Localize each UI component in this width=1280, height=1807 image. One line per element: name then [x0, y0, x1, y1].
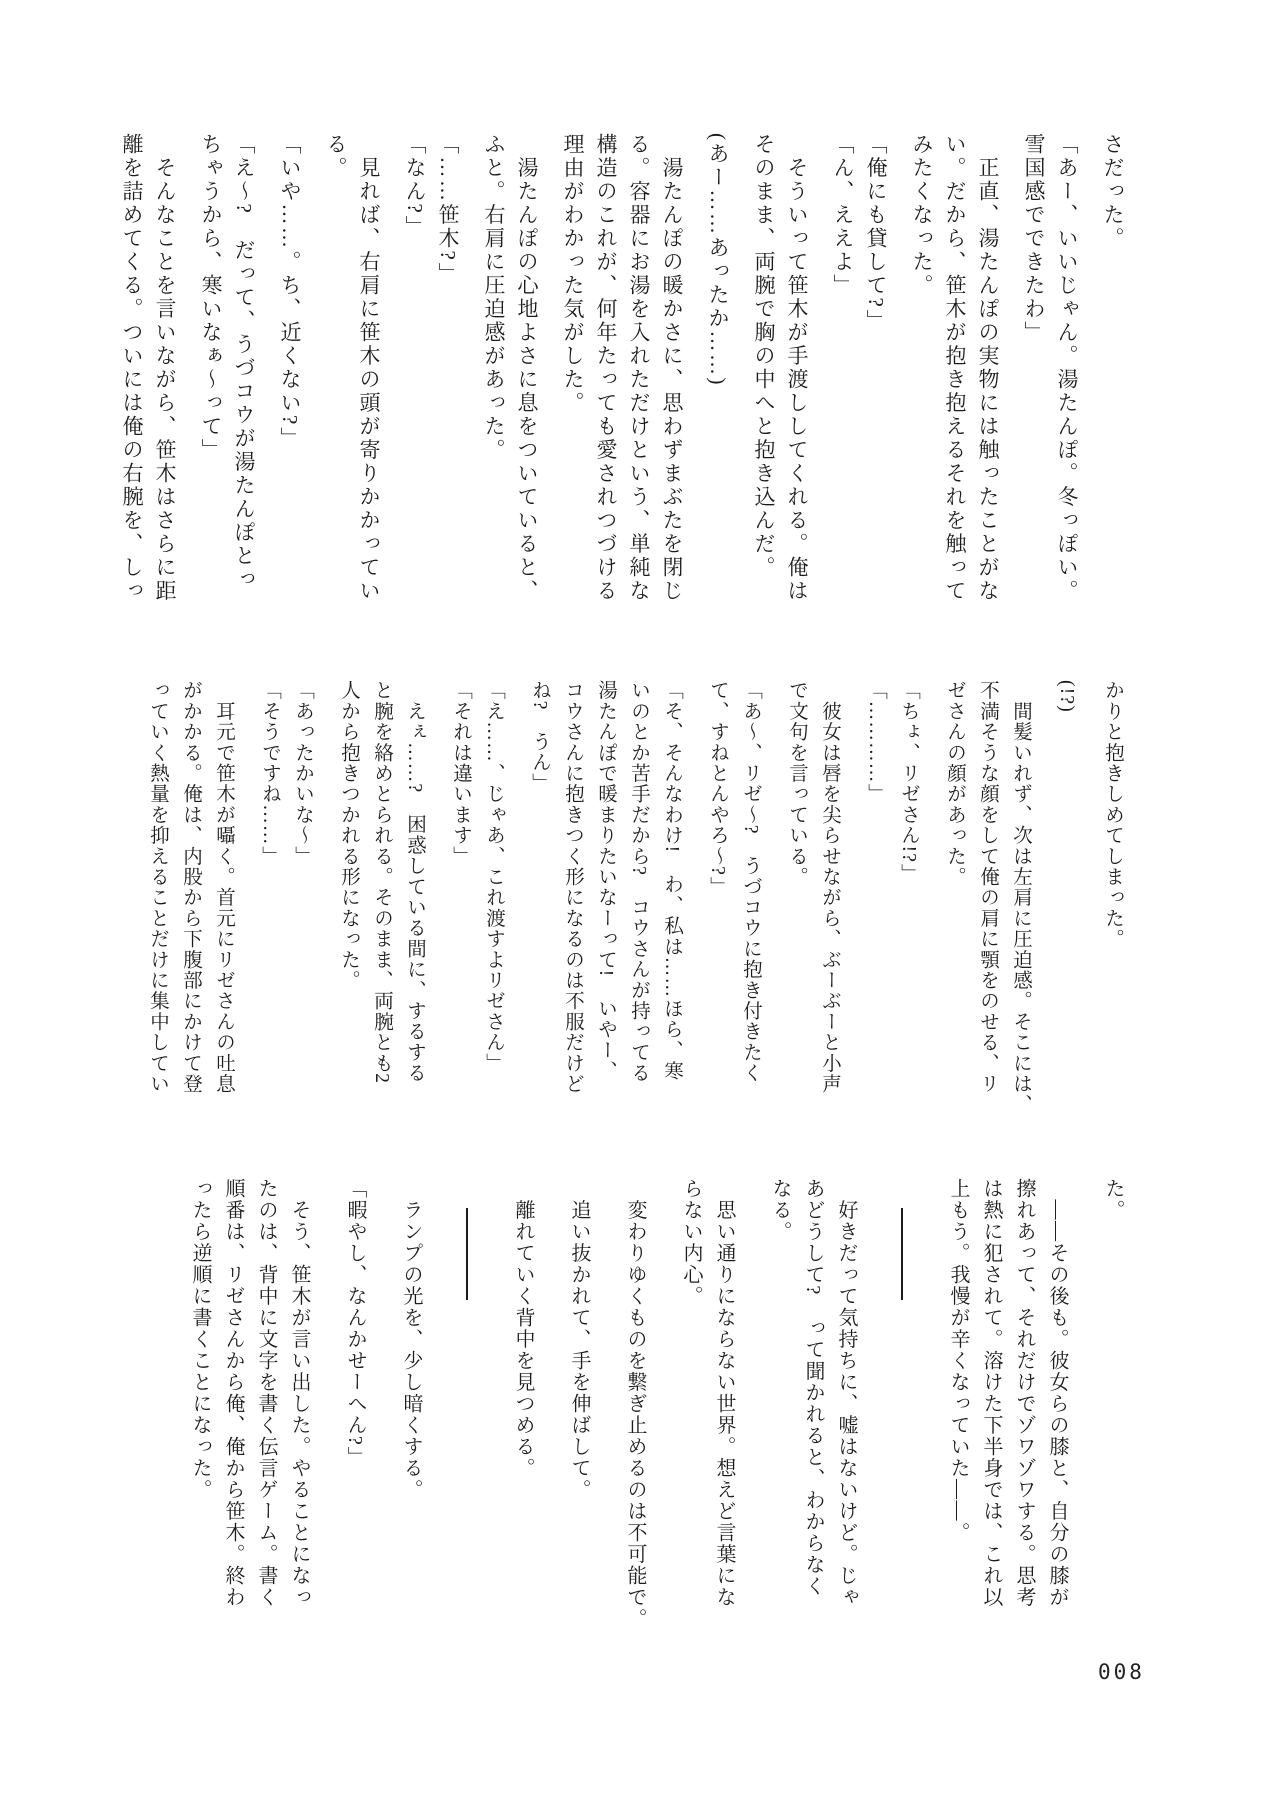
text-column: 離を詰めてくる。ついには俺の右腕を、しっ: [120, 133, 144, 603]
text-column: そんなことを言いながら、笹木はさらに距: [153, 133, 177, 603]
text-column: あどうして? って聞かれると、わからなく: [802, 1178, 824, 1597]
text-column: 思い通りにならない世界。想えど言葉にな: [713, 1178, 735, 1608]
text-column: 上もう。我慢が辛くなっていた――。: [947, 1178, 969, 1544]
text-column: っていく熱量を抑えることだけに集中してい: [147, 680, 168, 1094]
text-band-bottom: [115, 1178, 1129, 1638]
text-column: 「え〜? だって、うづコウが湯たんぽとっ: [232, 133, 256, 592]
text-column: 見れば、右肩に笹木の頭が寄りかかってい: [357, 133, 381, 603]
text-column: い。だから、笹木が抱き抱えるそれを触って: [943, 133, 967, 603]
text-column: ちゃうから、寒いなぁ〜って」: [199, 133, 223, 462]
text-column: 「……笹木?」: [436, 133, 460, 286]
text-column: て、すねとんやろ〜?」: [707, 680, 728, 897]
text-column: 好きだって気持ちに、嘘はないけど。じゃ: [835, 1178, 857, 1608]
text-column: 彼女は唇を尖らせながら、ぶーぶーと小声: [819, 680, 840, 1094]
text-column: ったら逆順に書くことになった。: [189, 1178, 211, 1501]
text-column: 「え……、じゃあ、これ渡すよリゼさん」: [483, 680, 504, 1074]
text-column: は熱に犯されて。溶けた下半身では、これ以: [980, 1178, 1002, 1608]
text-column: (!?): [1056, 680, 1077, 713]
text-column: 湯たんぽの暖かさに、思わずまぶたを閉じ: [660, 133, 684, 603]
text-column: 正直、湯たんぽの実物には触ったことがな: [976, 133, 1000, 603]
scene-break-dash-line: [901, 1208, 903, 1300]
text-column: で文句を言っている。: [786, 680, 807, 887]
text-column: 湯たんぽの心地よさに息をついていると、: [515, 133, 539, 603]
scene-break-dash-line: [466, 1208, 468, 1300]
text-column: 「あったかいな〜」: [292, 680, 313, 867]
scene-break-dash: [450, 1178, 483, 1638]
text-column: 変わりゆくものを繋ぎ止めるのは不可能で。: [624, 1178, 646, 1630]
text-column: 「あー、いいじゃん。湯たんぽ。冬っぽい。: [1055, 133, 1079, 603]
text-column: ふと。右肩に圧迫感があった。: [482, 133, 506, 462]
text-column: ゼさんの顔があった。: [944, 680, 965, 887]
text-column: る。容器にお湯を入れただけという、単純な: [627, 133, 651, 603]
text-column: らない内心。: [680, 1178, 702, 1307]
text-column: 「いや……。ち、近くない?」: [278, 133, 302, 451]
text-column: 耳元で笹木が囁く。首元にリゼさんの吐息: [213, 680, 234, 1094]
text-band-middle: [115, 680, 1129, 1134]
text-column: そう、笹木が言い出した。やることになっ: [288, 1178, 310, 1608]
text-column: コウさんに抱きつく形になるのは不服だけど: [562, 680, 583, 1094]
text-column: 「それは違います」: [450, 680, 471, 867]
text-column: ね? うん」: [529, 680, 550, 794]
text-column: 「なん?」: [403, 133, 427, 239]
text-column: そういって笹木が手渡ししてくれる。俺は: [785, 133, 809, 603]
text-column: 「俺にも貸して?」: [864, 133, 888, 333]
text-column: 追い抜かれて、手を伸ばして。: [568, 1178, 590, 1501]
text-column: ――その後も。彼女らの膝と、自分の膝が: [1046, 1178, 1068, 1608]
text-column: かりと抱きしめてしまった。: [1102, 680, 1123, 950]
text-column: 順番は、リゼさんから俺、俺から笹木。終わ: [222, 1178, 244, 1608]
text-column: えぇ……? 困惑している間に、するする: [404, 680, 425, 1084]
text-column: 離れていく背中を見つめる。: [512, 1178, 534, 1479]
text-column: 雪国感でできたわ」: [1022, 133, 1046, 345]
text-column: 不満そうな顔をして俺の肩に顎をのせる、リ: [977, 680, 998, 1094]
text-column: いのとか苦手だから? コウさんが持ってる: [628, 680, 649, 1084]
text-column: た。: [1102, 1178, 1124, 1221]
text-column: (あー……あったか……): [706, 133, 730, 387]
text-column: ランプの光を、少し暗くする。: [400, 1178, 422, 1501]
text-column: 構造のこれが、何年たっても愛されつづける: [594, 133, 618, 603]
text-column: なる。: [769, 1178, 791, 1243]
text-column: 「そうですね……」: [259, 680, 280, 867]
text-column: 湯たんぽで暖まりたいなーって! いやー、: [595, 680, 616, 1081]
text-column: る。: [324, 133, 348, 180]
text-band-top: [115, 133, 1129, 635]
text-column: 間髪いれず、次は左肩に圧迫感。そこには、: [1010, 680, 1031, 1115]
text-column: 「…………」: [865, 680, 886, 805]
text-column: たのは、背中に文字を書く伝言ゲーム。書く: [255, 1178, 277, 1608]
scene-break-dash: [885, 1178, 918, 1638]
text-column: 「ん、ええよ」: [831, 133, 855, 298]
text-column: 「暇やし、なんかせーへん?」: [344, 1178, 366, 1468]
text-column: がかかる。俺は、内股から下腹部にかけて登: [180, 680, 201, 1094]
text-column: みたくなった。: [910, 133, 934, 298]
text-column: 人から抱きつかれる形になった。: [338, 680, 359, 991]
text-column: 擦れあって、それだけでゾワゾワする。思考: [1013, 1178, 1035, 1608]
text-column: 「そ、そんなわけ! わ、私は……ほら、寒: [661, 680, 682, 1081]
text-column: 「ちょ、リゼさん!?」: [898, 680, 919, 884]
text-column: 「あ〜、リゼ〜? うづコウに抱き付きたく: [740, 680, 761, 1084]
text-column: そのまま、両腕で胸の中へと抱き込んだ。: [752, 133, 776, 580]
text-column: さだった。: [1101, 133, 1125, 251]
text-column: 理由がわかった気がした。: [561, 133, 585, 415]
page-number: 008: [1098, 1660, 1145, 1684]
text-column: と腕を絡めとられる。そのまま、両腕とも2: [371, 680, 392, 1085]
